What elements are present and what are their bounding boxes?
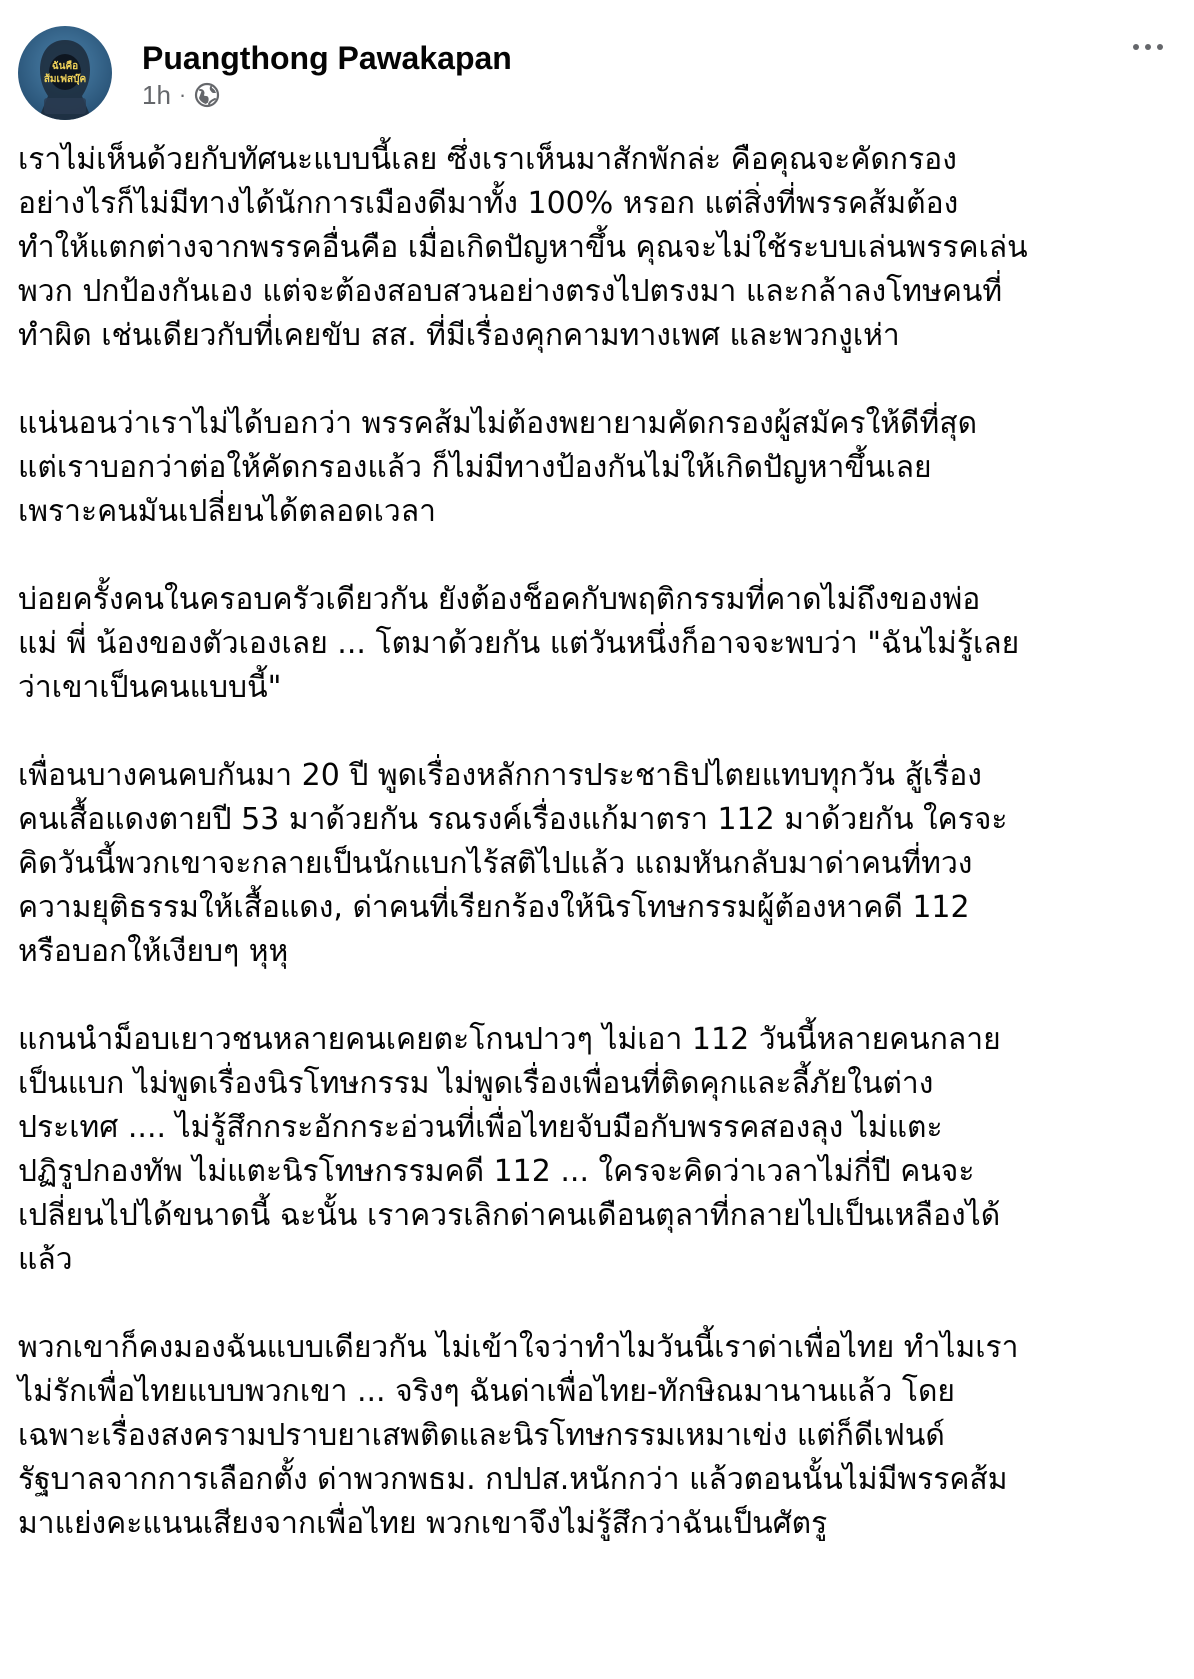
text-line: แล้ว [18,1242,73,1277]
author-avatar[interactable] [18,26,112,120]
text-line: เราไม่เห็นด้วยกับทัศนะแบบนี้เลย ซึ่งเราเห็นมาสักพักล่ะ คือคุณจะคัดกรอง [18,142,957,177]
text-line: พวก ปกป้องกันเอง แต่จะต้องสอบสวนอย่างตรงไปตรงมา และกล้าลงโทษคนที่ [18,274,1003,309]
text-line: ประเทศ .... ไม่รู้สึกกระอักกระอ่วนที่เพื่อไทยจับมือกับพรรคสองลุง ไม่แตะ [18,1110,943,1145]
text-line: แต่เราบอกว่าต่อให้คัดกรองแล้ว ก็ไม่มีทางป้องกันไม่ให้เกิดปัญหาขึ้นเลย [18,450,932,485]
text-line: ทำให้แตกต่างจากพรรคอื่นคือ เมื่อเกิดปัญหาขึ้น คุณจะไม่ใช้ระบบเล่นพรรคเล่น [18,230,1028,265]
post-paragraph [18,1018,1178,1282]
text-line: คนเสื้อแดงตายปี 53 มาด้วยกัน รณรงค์เรื่องแก้มาตรา 112 มาด้วยกัน ใครจะ [18,802,1008,837]
post-body [18,138,1178,1546]
text-line: เพื่อนบางคนคบกันมา 20 ปี พูดเรื่องหลักการประชาธิปไตยแทบทุกวัน สู้เรื่อง [18,758,982,793]
text-line: ความยุติธรรมให้เสื้อแดง, ด่าคนที่เรียกร้องให้นิรโทษกรรมผู้ต้องหาคดี 112 [18,890,970,925]
text-line: ทำผิด เช่นเดียวกับที่เคยขับ สส. ที่มีเรื่องคุกคามทางเพศ และพวกงูเห่า [18,318,900,353]
globe-icon[interactable] [194,82,220,108]
author-name-link[interactable]: Puangthong Pawakapan [142,40,512,76]
more-options-button[interactable] [1126,32,1170,62]
meta-separator: · [178,82,187,107]
text-line: รัฐบาลจากการเลือกตั้ง ด่าพวกพธม. กปปส.หนักกว่า แล้วตอนนั้นไม่มีพรรคส้ม [18,1462,1008,1497]
text-line: บ่อยครั้งคนในครอบครัวเดียวกัน ยังต้องช็อคกับพฤติกรรมที่คาดไม่ถึงของพ่อ [18,582,981,617]
avatar-caption: ฉันคือ ส้มเฟสบุ๊ค [43,61,87,85]
text-line: แกนนำม็อบเยาวชนหลายคนเคยตะโกนปาวๆ ไม่เอา 112 วันนี้หลายคนกลาย [18,1022,1001,1057]
post-header [18,26,1178,122]
text-line: เฉพาะเรื่องสงครามปราบยาเสพติดและนิรโทษกรรมเหมาเข่ง แต่ก็ดีเฟนด์ [18,1418,945,1453]
text-line: ไม่รักเพื่อไทยแบบพวกเขา ... จริงๆ ฉันด่าเพื่อไทย-ทักษิณมานานแล้ว โดย [18,1374,956,1409]
text-line: อย่างไรก็ไม่มีทางได้นักการเมืองดีมาทั้ง 100% หรอก แต่สิ่งที่พรรคส้มต้อง [18,186,959,221]
text-line: ปฏิรูปกองทัพ ไม่แตะนิรโทษกรรมคดี 112 ... ใครจะคิดว่าเวลาไม่กี่ปี คนจะ [18,1154,975,1189]
post-paragraph [18,578,1178,710]
post-paragraph [18,138,1178,358]
text-line: พวกเขาก็คงมองฉันแบบเดียวกัน ไม่เข้าใจว่าทำไมวันนี้เราด่าเพื่อไทย ทำไมเรา [18,1330,1019,1365]
post-paragraph [18,754,1178,974]
text-line: แม่ พี่ น้องของตัวเองเลย ... โตมาด้วยกัน แต่วันหนึ่งก็อาจจะพบว่า "ฉันไม่รู้เลย [18,626,1020,661]
text-line: เปลี่ยนไปได้ขนาดนี้ ฉะนั้น เราควรเลิกด่าคนเดือนตุลาที่กลายไปเป็นเหลืองได้ [18,1198,1001,1233]
post-meta [142,78,220,112]
text-line: เป็นแบก ไม่พูดเรื่องนิรโทษกรรม ไม่พูดเรื่องเพื่อนที่ติดคุกและลี้ภัยในต่าง [18,1066,934,1101]
text-line: มาแย่งคะแนนเสียงจากเพื่อไทย พวกเขาจึงไม่รู้สึกว่าฉันเป็นศัตรู [18,1506,828,1541]
text-line: คิดวันนี้พวกเขาจะกลายเป็นนักแบกไร้สติไปแล้ว แถมหันกลับมาด่าคนที่ทวง [18,846,973,881]
more-options-icon [1133,44,1139,50]
post-paragraph [18,402,1178,534]
post-timestamp[interactable]: 1h [142,79,171,110]
text-line: ว่าเขาเป็นคนแบบนี้" [18,670,282,705]
text-line: หรือบอกให้เงียบๆ หุหุ [18,934,289,969]
post-paragraph [18,1326,1178,1546]
text-line: แน่นอนว่าเราไม่ได้บอกว่า พรรคส้มไม่ต้องพยายามคัดกรองผู้สมัครให้ดีที่สุด [18,406,978,441]
text-line: เพราะคนมันเปลี่ยนได้ตลอดเวลา [18,494,436,529]
